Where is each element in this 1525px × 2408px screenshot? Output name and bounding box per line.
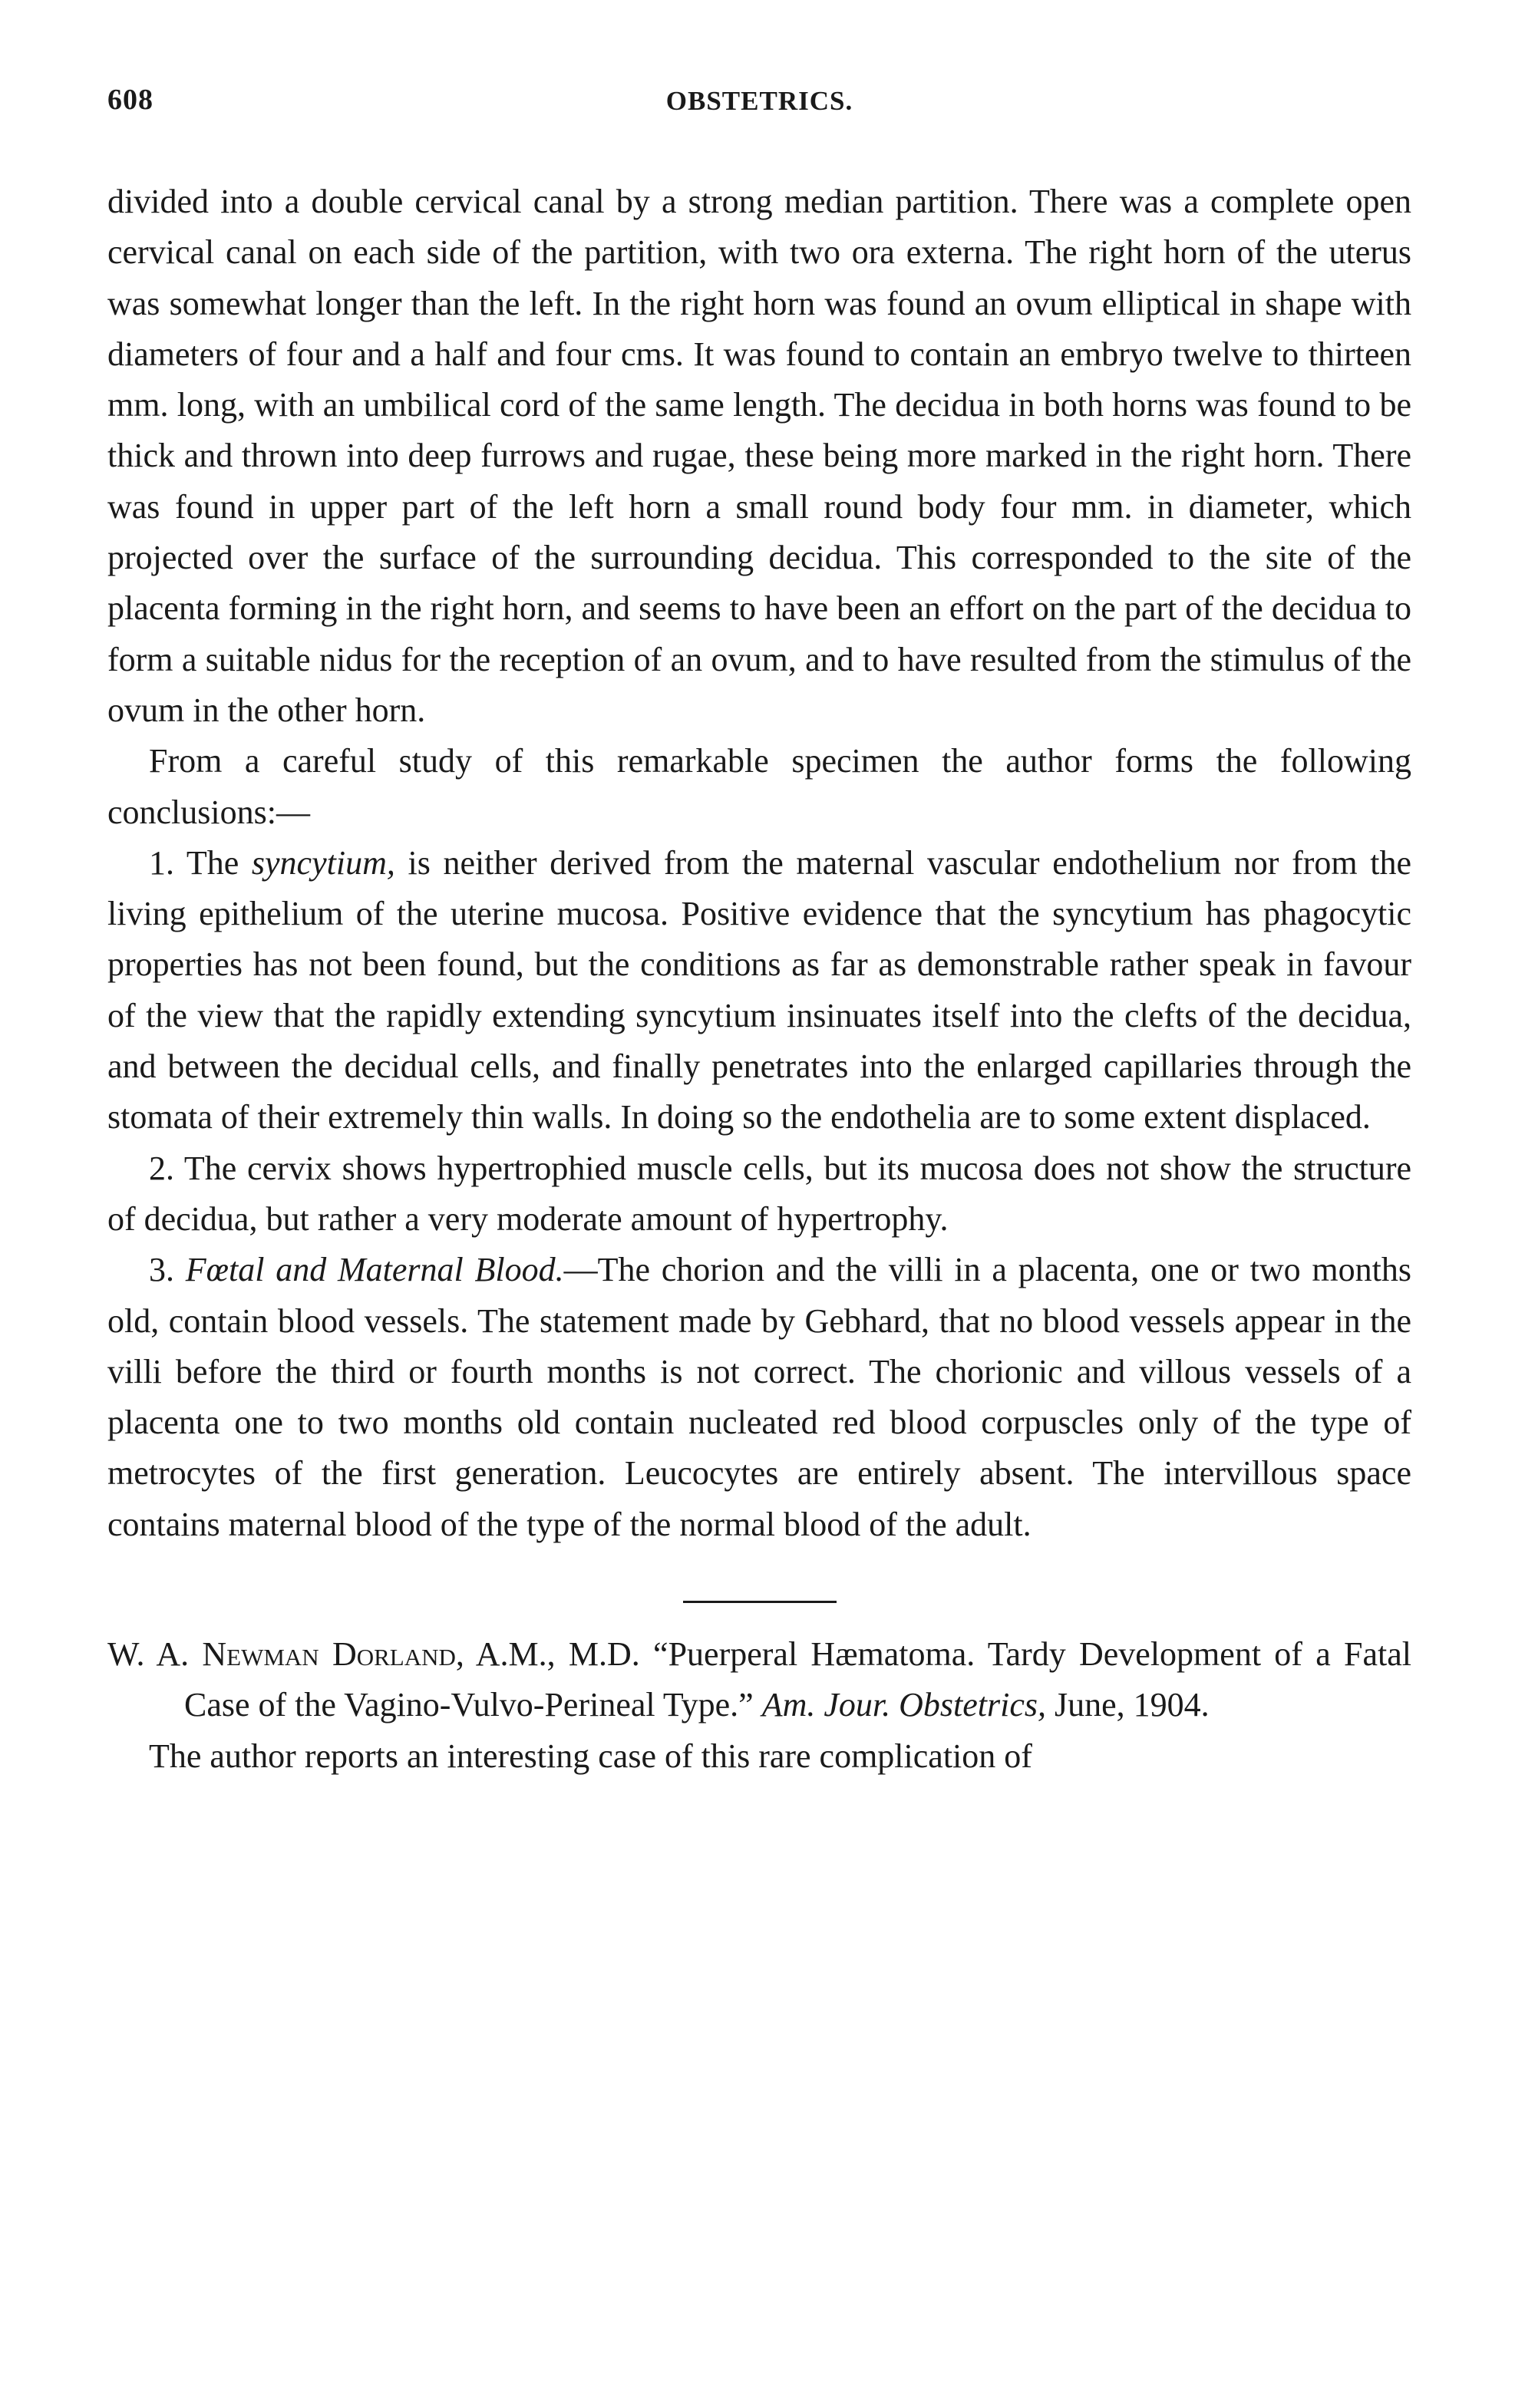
citation-author: W. A. Newman Dorland, A.M., M.D.	[107, 1635, 640, 1674]
section-divider	[683, 1601, 837, 1603]
body-text	[107, 176, 1411, 1782]
conclusion-3-number: 3.	[149, 1251, 174, 1289]
closing-paragraph: The author reports an interesting case of this rare complication of	[149, 1737, 1032, 1775]
paragraph-continuation: divided into a double cervical canal by a strong median partition. There was a complete open cervical canal on each side of the partition, with two ora externa. The right horn of the uterus was somewhat longer than the left. In the right horn was found an ovum elliptical in shape with diameters of four and a half and four cms. It was found to contain an embryo twelve to thirteen mm. long, with an umbilical cord of the same length. The decidua in both horns was found to be thick and thrown into deep furrows and rugae, these being more marked in the right horn. There was found in upper part of the left horn a small round body four mm. in diameter, which projected over the surface of the surrounding decidua. This corresponded to the site of the placenta forming in the right horn, and seems to have been an effort on the part of the decidua to form a suitable nidus for the reception of an ovum, and to have resulted from the stimulus of the ovum in the other horn.	[107, 183, 1411, 729]
conclusion-1-number: 1. The	[149, 843, 239, 882]
citation	[107, 1629, 1411, 1731]
running-head	[107, 83, 1411, 129]
paragraph-conclusions-intro: From a careful study of this remarkable specimen the author forms the following conclusions:—	[107, 742, 1411, 831]
citation-date: June, 1904.	[1046, 1686, 1210, 1724]
citation-journal: Am. Jour. Obstetrics,	[761, 1686, 1046, 1724]
citation-title: “Puerperal Hæmatoma. Tardy Development of a Fatal Case of the Vagino-Vulvo-Perineal Type.”	[184, 1635, 1411, 1724]
conclusion-3-heading: Fœtal and Maternal Blood.	[185, 1251, 564, 1289]
conclusion-3	[107, 1245, 1411, 1550]
conclusion-2: 2. The cervix shows hypertrophied muscle cells, but its mucosa does not show the structure of decidua, but rather a very moderate amount of hypertrophy.	[107, 1149, 1411, 1238]
conclusion-1-term: syncytium,	[251, 843, 395, 882]
conclusion-1	[107, 838, 1411, 1143]
page-number: 608	[107, 84, 153, 116]
conclusion-1-text: is neither derived from the maternal vascular endothelium nor from the living epithelium of the uterine mucosa. Positive evidence that the syncytium has phagocytic properties has not been found, but the conditions as far as demonstrable rather speak in favour of the view that the rapidly extending syncytium insinuates itself into the clefts of the decidua, and between the decidual cells, and finally penetrates into the enlarged capillaries through the stomata of their extremely thin walls. In doing so the endothelia are to some extent displaced.	[107, 843, 1411, 1136]
section-title: OBSTETRICS.	[665, 86, 853, 116]
conclusion-3-text: —The chorion and the villi in a placenta, one or two months old, contain blood vessels. The statement made by Gebhard, that no blood vessels appear in the villi before the third or fourth months is not correct. The chorionic and villous vessels of a placenta one to two months old contain nucleated red blood corpuscles only of the type of metrocytes of the first generation. Leucocytes are entirely absent. The intervillous space contains maternal blood of the type of the normal blood of the adult.	[107, 1251, 1411, 1543]
